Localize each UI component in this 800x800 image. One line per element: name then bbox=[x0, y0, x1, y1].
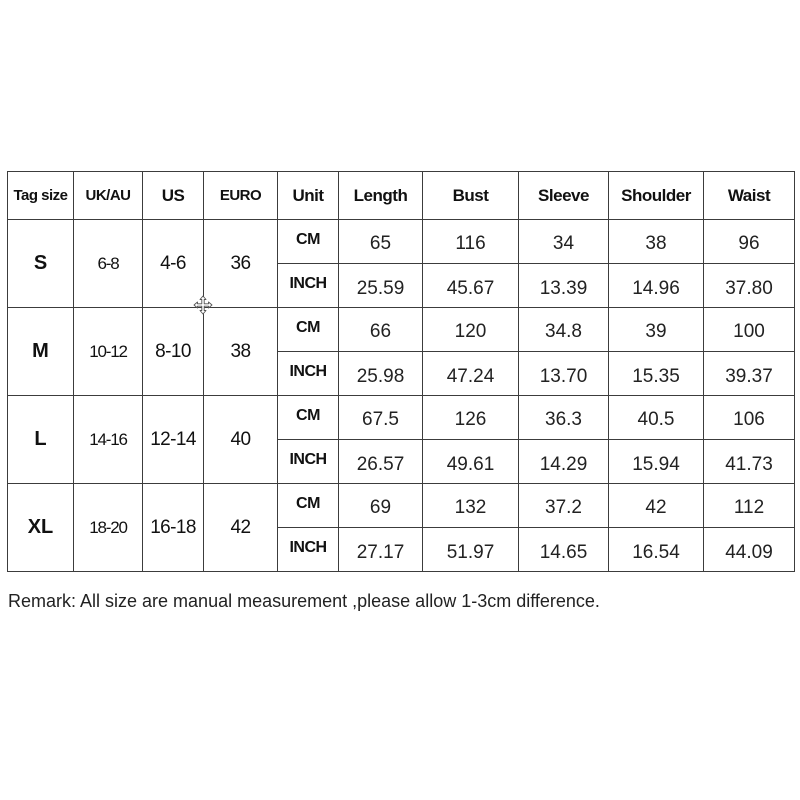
header-bust: Bust bbox=[423, 172, 519, 220]
header-euro: EURO bbox=[204, 172, 278, 220]
bust-cell: 120 bbox=[423, 308, 519, 352]
length-cell: 65 bbox=[339, 220, 423, 264]
waist-cell: 100 bbox=[704, 308, 795, 352]
length-cell: 25.59 bbox=[339, 264, 423, 308]
unit-cell: CM bbox=[278, 308, 339, 352]
sleeve-cell: 13.70 bbox=[519, 352, 609, 396]
remark-text: Remark: All size are manual measurement ,please allow 1-3cm difference. bbox=[8, 591, 600, 611]
shoulder-cell: 15.35 bbox=[609, 352, 704, 396]
bust-cell: 45.67 bbox=[423, 264, 519, 308]
size-chart-table bbox=[7, 171, 795, 572]
euro-cell: 38 bbox=[204, 308, 278, 396]
unit-cell: CM bbox=[278, 220, 339, 264]
sleeve-cell: 14.29 bbox=[519, 440, 609, 484]
length-cell: 66 bbox=[339, 308, 423, 352]
waist-cell: 37.80 bbox=[704, 264, 795, 308]
table-row bbox=[8, 484, 795, 528]
length-cell: 25.98 bbox=[339, 352, 423, 396]
shoulder-cell: 42 bbox=[609, 484, 704, 528]
waist-cell: 106 bbox=[704, 396, 795, 440]
waist-cell: 41.73 bbox=[704, 440, 795, 484]
unit-cell: INCH bbox=[278, 352, 339, 396]
sleeve-cell: 34.8 bbox=[519, 308, 609, 352]
bust-cell: 126 bbox=[423, 396, 519, 440]
shoulder-cell: 14.96 bbox=[609, 264, 704, 308]
unit-cell: INCH bbox=[278, 528, 339, 572]
waist-cell: 112 bbox=[704, 484, 795, 528]
length-cell: 26.57 bbox=[339, 440, 423, 484]
header-unit: Unit bbox=[278, 172, 339, 220]
length-cell: 27.17 bbox=[339, 528, 423, 572]
tag-size-cell: S bbox=[8, 220, 74, 308]
table-row bbox=[8, 308, 795, 352]
shoulder-cell: 39 bbox=[609, 308, 704, 352]
move-cursor-icon bbox=[193, 295, 213, 315]
waist-cell: 96 bbox=[704, 220, 795, 264]
shoulder-cell: 38 bbox=[609, 220, 704, 264]
uk-au-cell: 10-12 bbox=[74, 308, 143, 396]
bust-cell: 51.97 bbox=[423, 528, 519, 572]
bust-cell: 47.24 bbox=[423, 352, 519, 396]
bust-cell: 132 bbox=[423, 484, 519, 528]
header-waist: Waist bbox=[704, 172, 795, 220]
bust-cell: 116 bbox=[423, 220, 519, 264]
uk-au-cell: 6-8 bbox=[74, 220, 143, 308]
header-sleeve: Sleeve bbox=[519, 172, 609, 220]
header-us: US bbox=[143, 172, 204, 220]
sleeve-cell: 36.3 bbox=[519, 396, 609, 440]
waist-cell: 44.09 bbox=[704, 528, 795, 572]
header-row bbox=[8, 172, 795, 220]
header-tag-size: Tag size bbox=[8, 172, 74, 220]
tag-size-cell: XL bbox=[8, 484, 74, 572]
shoulder-cell: 15.94 bbox=[609, 440, 704, 484]
tag-size-cell: L bbox=[8, 396, 74, 484]
table-row bbox=[8, 396, 795, 440]
bust-cell: 49.61 bbox=[423, 440, 519, 484]
us-cell: 8-10 bbox=[143, 308, 204, 396]
us-cell: 4-6 bbox=[143, 220, 204, 308]
us-cell: 12-14 bbox=[143, 396, 204, 484]
header-shoulder: Shoulder bbox=[609, 172, 704, 220]
shoulder-cell: 16.54 bbox=[609, 528, 704, 572]
uk-au-cell: 14-16 bbox=[74, 396, 143, 484]
sleeve-cell: 14.65 bbox=[519, 528, 609, 572]
sleeve-cell: 37.2 bbox=[519, 484, 609, 528]
euro-cell: 42 bbox=[204, 484, 278, 572]
unit-cell: CM bbox=[278, 396, 339, 440]
header-uk-au: UK/AU bbox=[74, 172, 143, 220]
unit-cell: CM bbox=[278, 484, 339, 528]
header-length: Length bbox=[339, 172, 423, 220]
shoulder-cell: 40.5 bbox=[609, 396, 704, 440]
euro-cell: 36 bbox=[204, 220, 278, 308]
unit-cell: INCH bbox=[278, 264, 339, 308]
table-row bbox=[8, 220, 795, 264]
length-cell: 67.5 bbox=[339, 396, 423, 440]
uk-au-cell: 18-20 bbox=[74, 484, 143, 572]
euro-cell: 40 bbox=[204, 396, 278, 484]
sleeve-cell: 34 bbox=[519, 220, 609, 264]
waist-cell: 39.37 bbox=[704, 352, 795, 396]
sleeve-cell: 13.39 bbox=[519, 264, 609, 308]
tag-size-cell: M bbox=[8, 308, 74, 396]
length-cell: 69 bbox=[339, 484, 423, 528]
us-cell: 16-18 bbox=[143, 484, 204, 572]
unit-cell: INCH bbox=[278, 440, 339, 484]
